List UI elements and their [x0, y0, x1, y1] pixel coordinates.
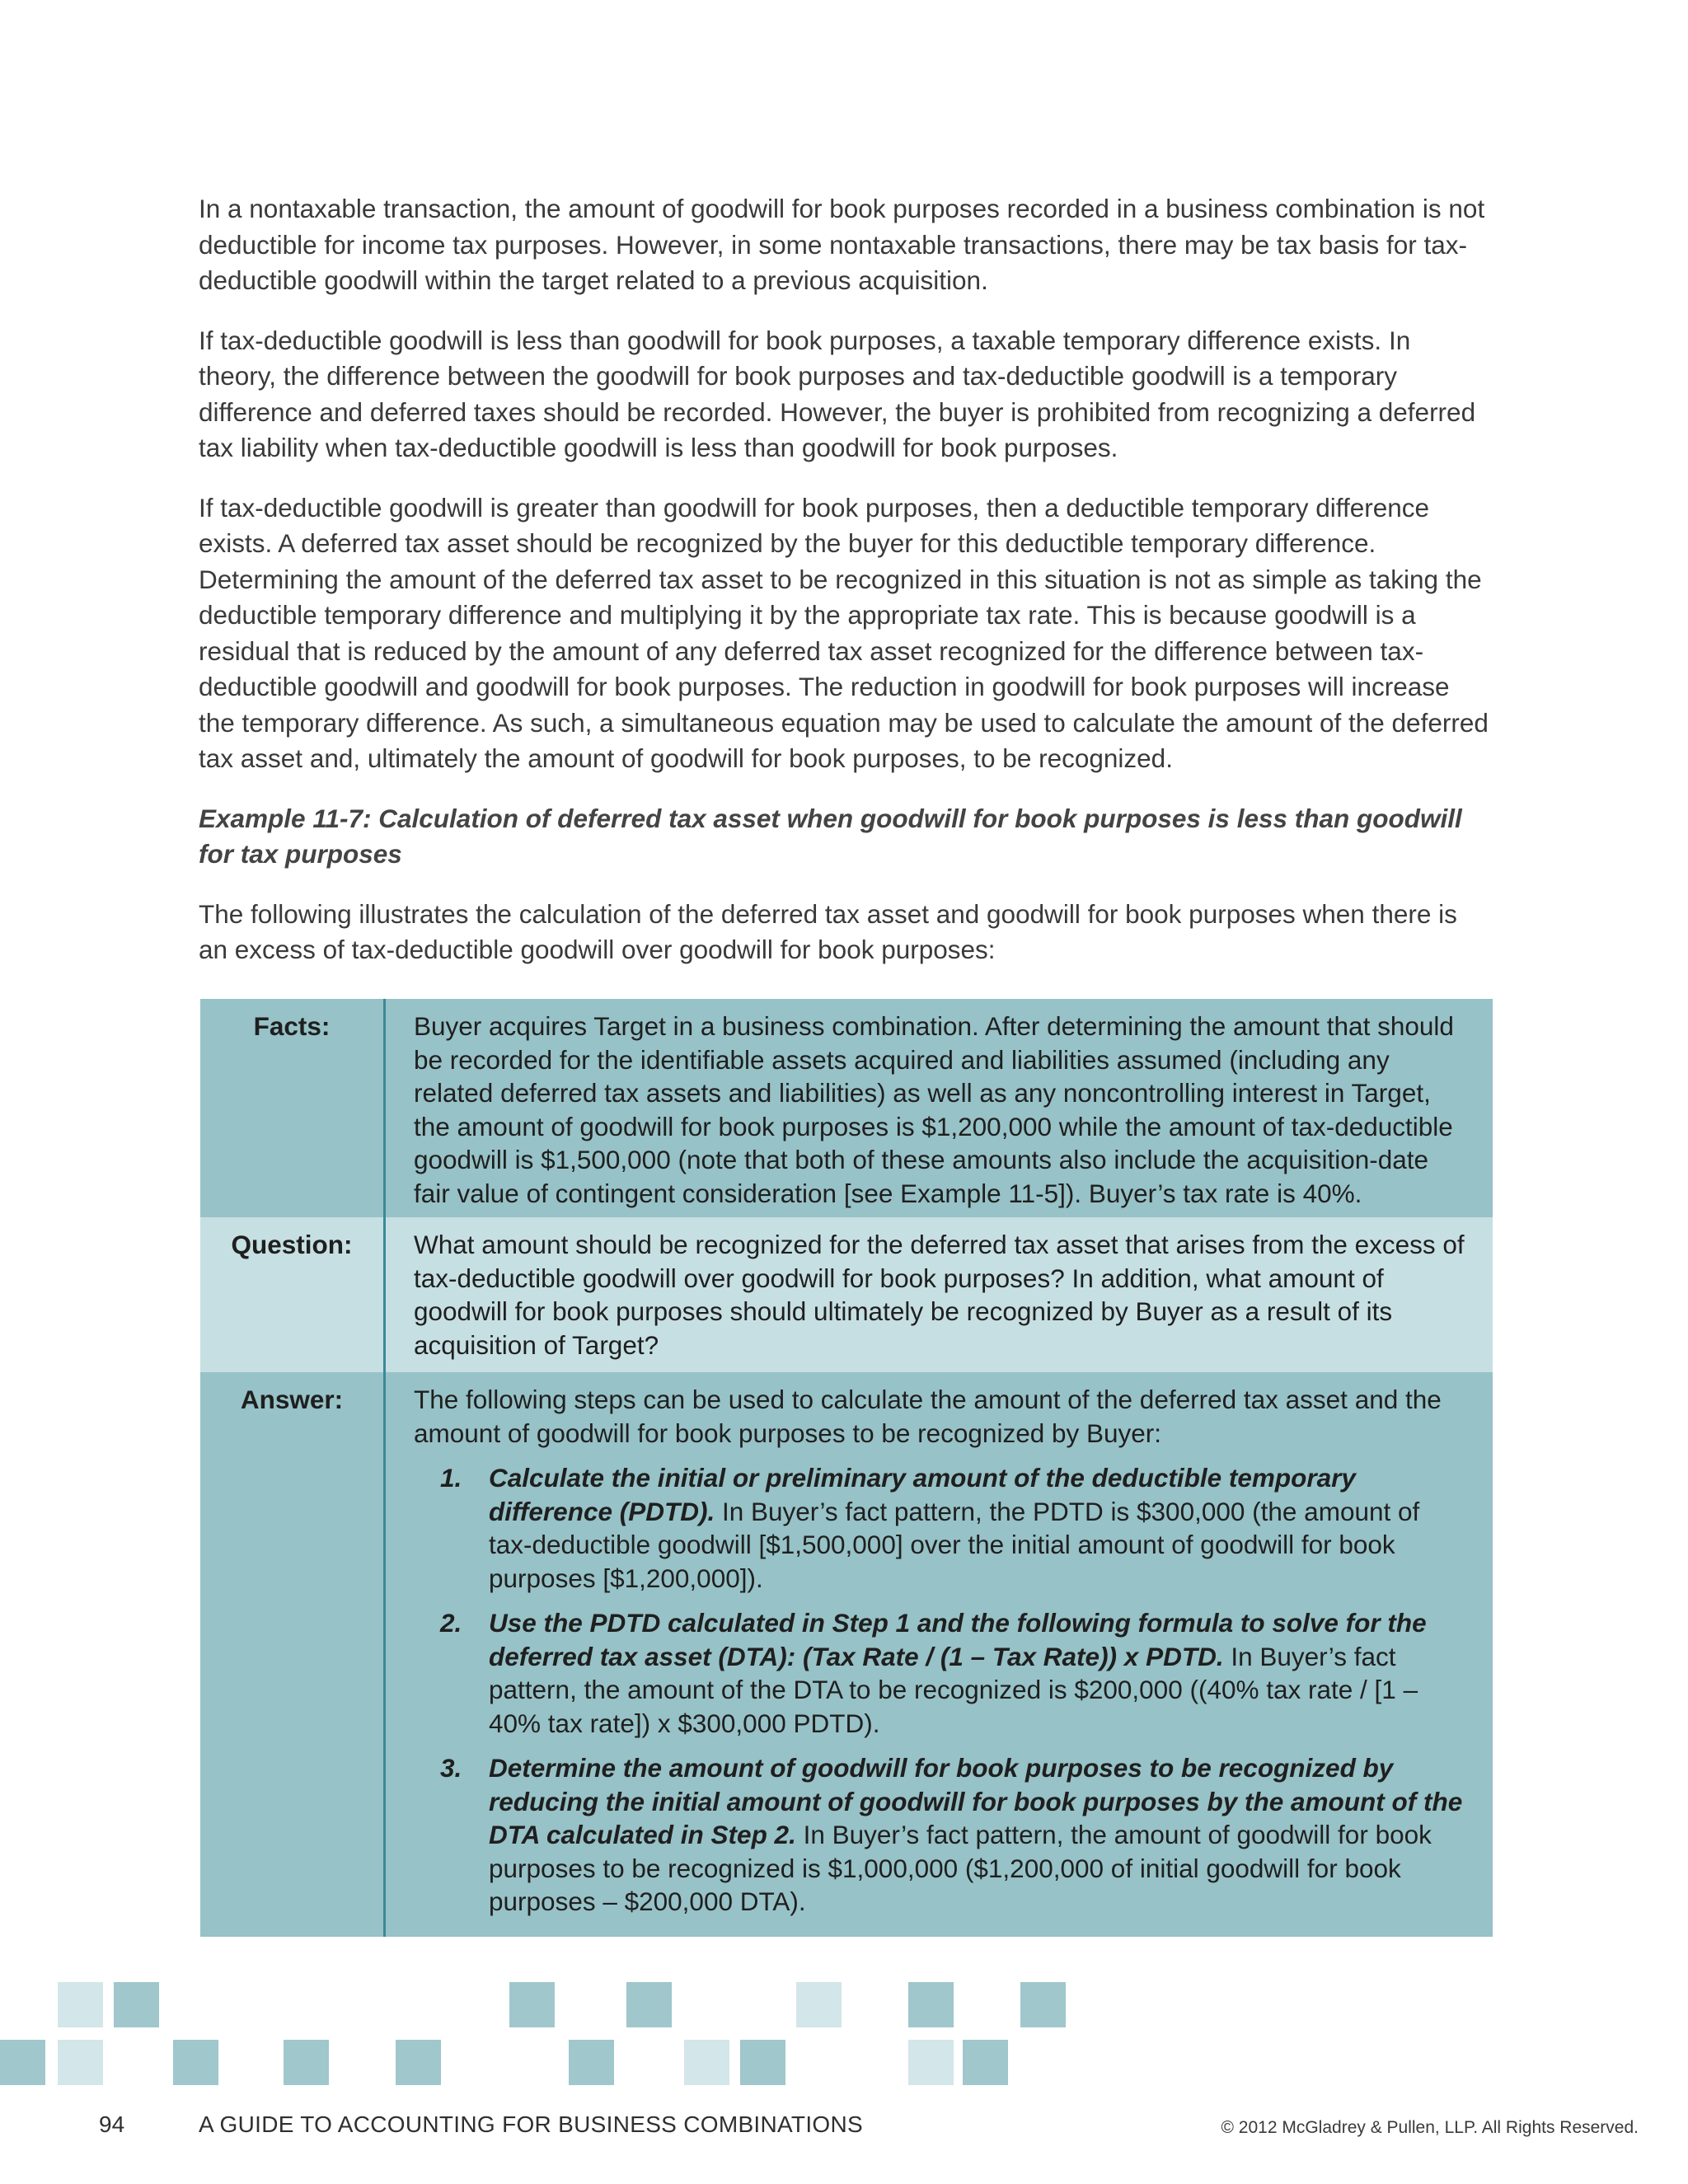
step-text: In Buyer’s fact pattern, the PDTD is $300,000 (the amount of tax-deductible goodwill [$1,500,000] over the initial amount of goodwill for book purposes [$1,200,000]).: [489, 1496, 1420, 1593]
question-row: [200, 1217, 1493, 1372]
example-intro: The following illustrates the calculation of the deferred tax asset and goodwill for book purposes when there is an excess of tax-deductible goodwill over goodwill for book purposes:: [199, 898, 1457, 964]
decorative-square: [0, 2040, 45, 2085]
answer-cell: [385, 1372, 1493, 1937]
step-heading: Determine the amount of goodwill for book purposes to be recognized by reducing the initial amount of goodwill for book purposes by the amount of the DTA calculated in Step 2.: [489, 1753, 1463, 1849]
example-title: Example 11-7: Calculation of deferred tax asset when goodwill for book purposes is less than goodwill for tax purposes: [199, 803, 1462, 869]
step-item: [414, 1461, 1468, 1595]
decorative-square: [740, 2040, 785, 2085]
facts-row: [200, 999, 1493, 1217]
step-number: 1.: [440, 1463, 462, 1493]
question-label: Question:: [200, 1217, 385, 1372]
step-number: 2.: [440, 1608, 462, 1638]
paragraph-3: If tax-deductible goodwill is greater than goodwill for book purposes, then a deductible temporary difference exists. A deferred tax asset should be recognized by the buyer for this deductible temporary difference. Determining the amount of the deferred tax asset to be recognized in this situation is not as simple as taking the deductible temporary difference and multiplying it by the appropriate tax rate. This is because goodwill is a residual that is reduced by the amount of any deferred tax asset recognized for the difference between tax-deductible goodwill and goodwill for book purposes. The reduction in goodwill for book purposes will increase the temporary difference. As such, a simultaneous equation may be used to calculate the amount of the deferred tax asset and, ultimately the amount of goodwill for book purposes, to be recognized.: [199, 492, 1489, 773]
footer-title: A GUIDE TO ACCOUNTING FOR BUSINESS COMBINATIONS: [199, 2111, 863, 2137]
paragraph-1: In a nontaxable transaction, the amount of goodwill for book purposes recorded in a business combination is not deductible for income tax purposes. However, in some nontaxable transactions, there may be tax basis for tax-deductible goodwill within the target related to a previous acquisition.: [199, 194, 1485, 295]
decorative-square: [684, 2040, 729, 2085]
facts-label: Facts:: [200, 999, 385, 1217]
step-heading: Use the PDTD calculated in Step 1 and the following formula to solve for the deferred tax asset (DTA): (Tax Rate / (1 – Tax Rate)) x PDTD.: [489, 1608, 1427, 1671]
decorative-square: [626, 1982, 672, 2027]
step-text: In Buyer’s fact pattern, the amount of goodwill for book purposes to be recognized is $1,000,000 ($1,200,000 of initial goodwill for book purposes – $200,000 DTA).: [489, 1820, 1432, 1916]
example-table: [200, 999, 1493, 1937]
decorative-square: [284, 2040, 329, 2085]
copyright: © 2012 McGladrey & Pullen, LLP. All Rights Reserved.: [1221, 2118, 1639, 2137]
step-number: 3.: [440, 1753, 462, 1783]
decorative-square: [114, 1982, 159, 2027]
answer-label: Answer:: [200, 1372, 385, 1937]
decorative-square: [908, 1982, 954, 2027]
answer-intro: The following steps can be used to calculate the amount of the deferred tax asset and the amount of goodwill for book purposes to be recognized by Buyer:: [414, 1385, 1442, 1448]
step-item: [414, 1606, 1468, 1740]
answer-row: [200, 1372, 1493, 1937]
step-item: [414, 1751, 1468, 1919]
page-number: 94: [99, 2111, 125, 2137]
paragraph-2: If tax-deductible goodwill is less than goodwill for book purposes, a taxable temporary difference exists. In theory, the difference between the goodwill for book purposes and tax-deductible goodwill is a temporary difference and deferred taxes should be recorded. However, the buyer is prohibited from recognizing a deferred tax liability when tax-deductible goodwill is less than goodwill for book purposes.: [199, 325, 1476, 462]
decorative-square: [509, 1982, 555, 2027]
decorative-square: [58, 2040, 103, 2085]
decorative-square: [396, 2040, 441, 2085]
decorative-square: [58, 1982, 103, 2027]
decorative-square: [1020, 1982, 1066, 2027]
decorative-square: [908, 2040, 954, 2085]
answer-steps: [414, 1461, 1468, 1919]
question-text: What amount should be recognized for the deferred tax asset that arises from the excess of tax-deductible goodwill over goodwill for book purposes? In addition, what amount of goodwill for book purposes should ultimately be recognized by Buyer as a result of its acquisition of Target?: [385, 1217, 1493, 1372]
decorative-square: [796, 1982, 842, 2027]
facts-text: Buyer acquires Target in a business combination. After determining the amount that should be recorded for the identifiable assets acquired and liabilities assumed (including any related deferred tax assets and liabilities) as well as any noncontrolling interest in Target, the amount of goodwill for book purposes is $1,200,000 while the amount of tax-deductible goodwill is $1,500,000 (note that both of these amounts also include the acquisition-date fair value of contingent consideration [see Example 11-5]). Buyer’s tax rate is 40%.: [385, 999, 1493, 1217]
step-text: In Buyer’s fact pattern, the amount of the DTA to be recognized is $200,000 ((40% tax rate / [1 – 40% tax rate]) x $300,000 PDTD).: [489, 1641, 1418, 1738]
decorative-square: [173, 2040, 218, 2085]
body-text: [199, 191, 1493, 992]
decorative-square: [963, 2040, 1008, 2085]
decorative-square: [569, 2040, 614, 2085]
step-heading: Calculate the initial or preliminary amount of the deductible temporary difference (PDTD).: [489, 1463, 1356, 1526]
